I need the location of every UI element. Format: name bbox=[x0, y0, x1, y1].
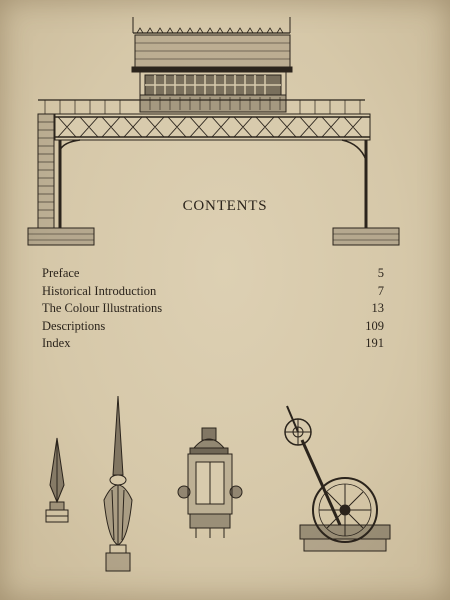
entry-title: Index bbox=[42, 336, 71, 350]
bottom-illustrations bbox=[0, 390, 450, 590]
entry-page: 7 bbox=[377, 283, 384, 298]
entry-title: The Colour Illustrations bbox=[42, 301, 163, 315]
contents-heading: CONTENTS bbox=[182, 198, 268, 214]
list-item[interactable] bbox=[42, 284, 384, 302]
entry-title: Preface bbox=[42, 266, 80, 280]
entry-title: Descriptions bbox=[42, 318, 106, 333]
spire-finial-illustration bbox=[104, 396, 132, 571]
entry-title: Historical Introduction bbox=[42, 283, 157, 298]
list-item[interactable] bbox=[42, 319, 384, 337]
finial-illustration bbox=[46, 438, 68, 522]
lever-frame-illustration bbox=[285, 406, 390, 551]
list-item[interactable] bbox=[42, 301, 384, 319]
entry-page: 191 bbox=[365, 336, 384, 350]
contents-list bbox=[42, 266, 384, 354]
list-item[interactable] bbox=[42, 336, 384, 354]
entry-page: 13 bbox=[371, 301, 384, 315]
entry-page: 5 bbox=[377, 266, 384, 280]
entry-page: 109 bbox=[365, 318, 384, 333]
list-item[interactable] bbox=[42, 266, 384, 284]
lamp-illustration bbox=[178, 428, 242, 538]
